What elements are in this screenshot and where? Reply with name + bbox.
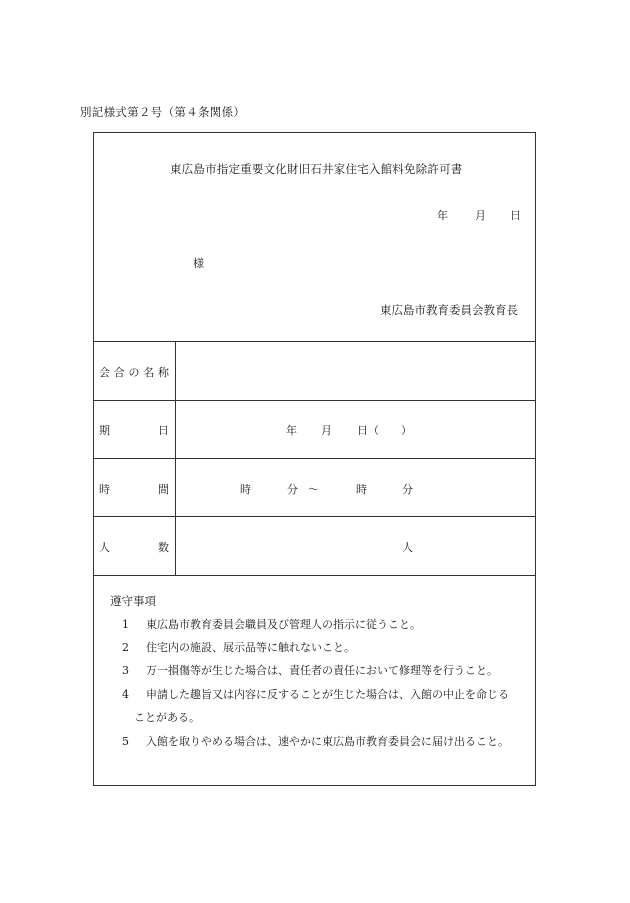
document-title: 東広島市指定重要文化財旧石井家住宅入館料免除許可書 bbox=[170, 162, 463, 176]
date-month-label: 月 bbox=[321, 424, 332, 437]
rule-item: 5 入館を取りやめる場合は、速やかに東広島市教育委員会に届け出ること。 bbox=[122, 735, 509, 748]
start-hour-label: 時 bbox=[240, 483, 251, 496]
rule-item: 3 万一損傷等が生じた場合は、責任者の責任において修理等を行うこと。 bbox=[122, 664, 498, 677]
row-label-people: 人 数 bbox=[99, 541, 169, 554]
label-column-divider bbox=[175, 341, 176, 576]
issue-year-label: 年 bbox=[437, 209, 448, 222]
rule-item: 4 申請した趣旨又は内容に反することが生じた場合は、入館の中止を命じる bbox=[122, 688, 509, 701]
date-year-label: 年 bbox=[286, 424, 297, 437]
date-day-label: 日（ bbox=[357, 424, 379, 437]
rule-item: 2 住宅内の施設、展示品等に触れないこと。 bbox=[122, 641, 355, 654]
end-hour-label: 時 bbox=[356, 483, 367, 496]
rule-item-continuation: ことがある。 bbox=[134, 711, 200, 724]
time-range-tilde: ～ bbox=[308, 483, 319, 496]
rules-heading: 遵守事項 bbox=[110, 594, 156, 608]
end-minute-label: 分 bbox=[402, 483, 413, 496]
form-label: 別記様式第２号（第４条関係） bbox=[80, 105, 246, 119]
people-unit-label: 人 bbox=[402, 541, 413, 554]
issue-day-label: 日 bbox=[510, 209, 521, 222]
rule-item: 1 東広島市教育委員会職員及び管理人の指示に従うこと。 bbox=[122, 618, 421, 631]
row-label-time: 時 間 bbox=[99, 483, 169, 496]
addressee-suffix: 様 bbox=[193, 257, 204, 270]
divider-header bbox=[93, 341, 536, 342]
divider-row-1 bbox=[93, 400, 536, 401]
issuer: 東広島市教育委員会教育長 bbox=[380, 303, 518, 317]
date-weekday-close: ） bbox=[401, 424, 412, 437]
divider-row-4 bbox=[93, 575, 536, 576]
row-label-group-name: 会 合 の 名 称 bbox=[99, 366, 169, 379]
start-minute-label: 分 bbox=[287, 483, 298, 496]
row-label-date: 期 日 bbox=[99, 424, 169, 437]
issue-month-label: 月 bbox=[475, 209, 486, 222]
divider-row-2 bbox=[93, 458, 536, 459]
divider-row-3 bbox=[93, 516, 536, 517]
